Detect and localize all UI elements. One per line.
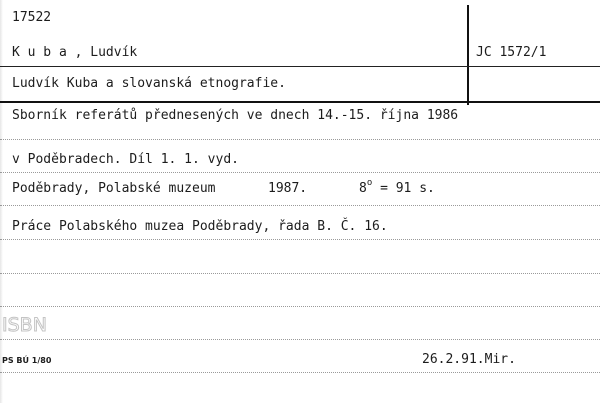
card-edge-shadow <box>0 0 3 403</box>
format-rest: = 91 s. <box>372 181 435 196</box>
ruled-line <box>0 139 600 140</box>
ruled-line <box>0 205 600 206</box>
author-heading: K u b a , Ludvík <box>12 45 138 60</box>
series-line: Práce Polabského muzea Poděbrady, řada B. Č. 16. <box>12 219 388 234</box>
ruled-line <box>0 273 600 274</box>
ruled-line <box>0 372 600 373</box>
description-line-2: v Poděbradech. Díl 1. 1. vyd. <box>12 152 239 167</box>
ruled-line <box>0 339 600 340</box>
call-number: JC 1572/1 <box>476 45 547 60</box>
imprint-publisher: Poděbrady, Polabské muzeum <box>12 181 216 196</box>
print-stamp: PS BÚ 1/80 <box>2 356 52 365</box>
date-note: 26.2.91.Mir. <box>422 352 516 367</box>
ruled-line <box>0 306 600 307</box>
vertical-divider <box>467 5 469 105</box>
rule-author <box>0 66 600 67</box>
format-base: 8 <box>359 181 367 196</box>
ruled-line <box>0 172 600 173</box>
isbn-label: ISBN <box>2 314 47 336</box>
format-superscript: o <box>366 178 373 188</box>
imprint-year: 1987. <box>268 181 308 196</box>
description-line-1: Sborník referátů přednesených ve dnech 14.-15. října 1986 <box>12 108 459 123</box>
format-extent <box>359 178 435 198</box>
rule-title <box>0 101 600 103</box>
card-number: 17522 <box>12 10 52 25</box>
title-line: Ludvík Kuba a slovanská etnografie. <box>12 76 286 91</box>
ruled-line <box>0 239 600 240</box>
